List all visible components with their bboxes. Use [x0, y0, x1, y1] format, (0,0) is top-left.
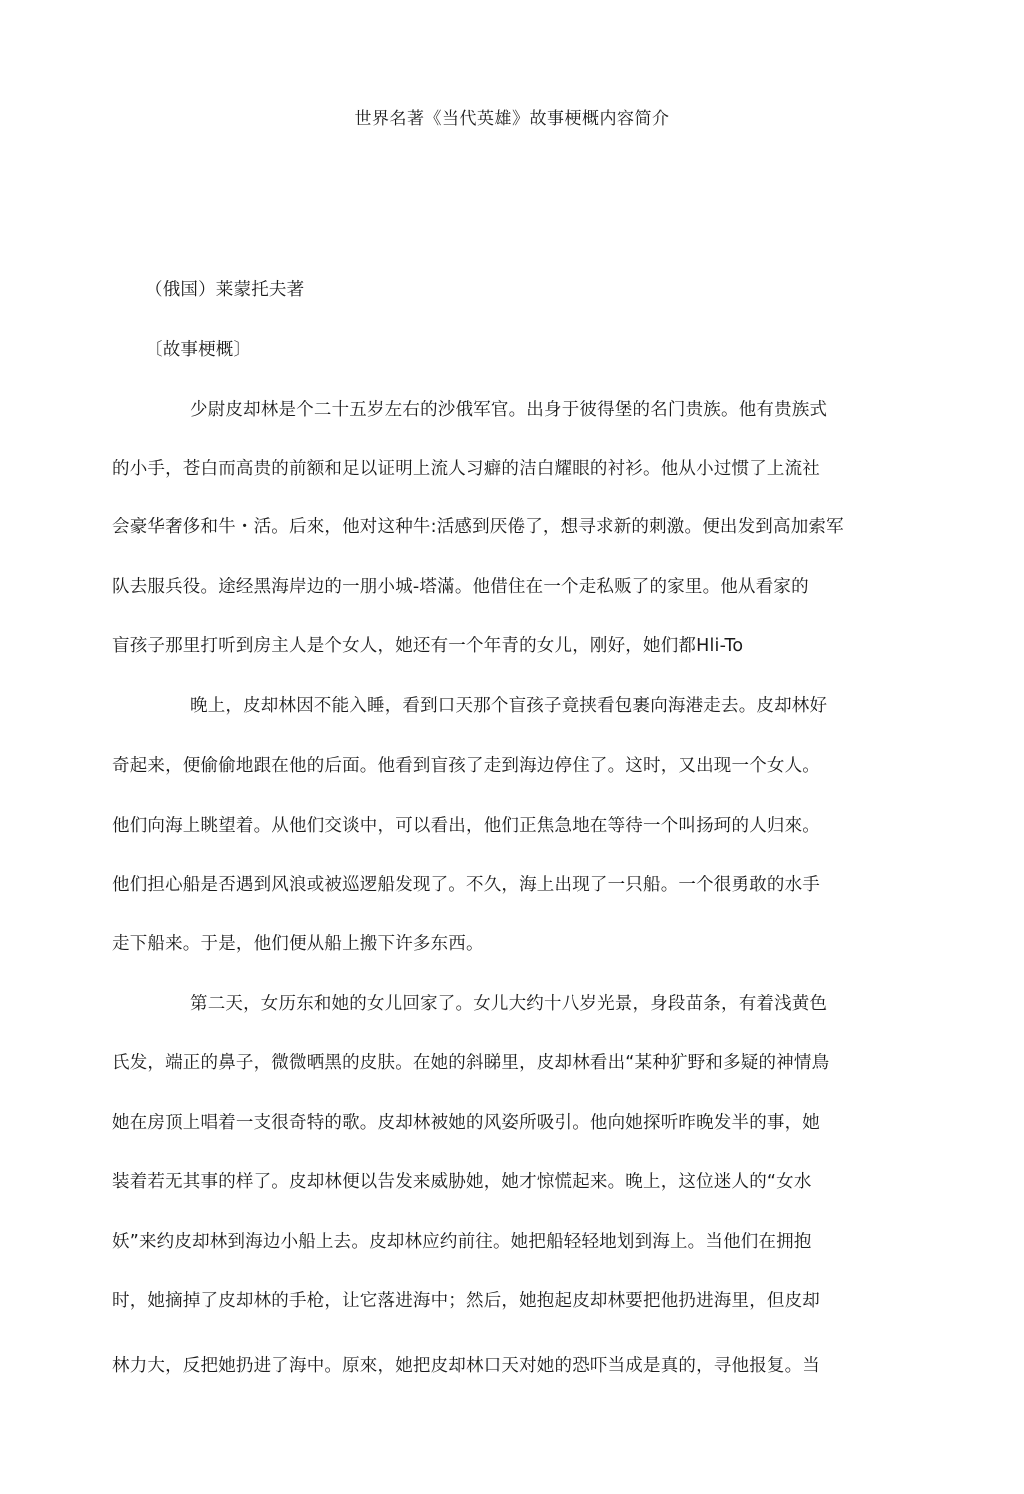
body-line: 队去服兵役。途经黑海岸边的一朋小城-塔滿。他借住在一个走私贩了的家里。他从看家的: [112, 577, 809, 597]
body-line: 他们向海上眺望着。从他们交谈中，可以看出，他们正焦急地在等待一个叫扬珂的人归來。: [112, 816, 820, 836]
body-line: 他们担心船是否遇到风浪或被巡逻船发现了。不久，海上出现了一只船。一个很勇敢的水手: [112, 875, 820, 895]
section-heading: 〔故事梗概〕: [145, 340, 252, 360]
body-line: 妖”来约皮却林到海边小船上去。皮却林应约前往。她把船轻轻地划到海上。当他们在拥抱: [112, 1232, 812, 1252]
body-line: 走下船来。于是，他们便从船上搬下许多东西。: [112, 934, 484, 954]
body-line: 氏发，端正的鼻子，微微晒黑的皮肤。在她的斜睇里，皮却林看出“某种犷野和多疑的神情鳥: [112, 1053, 830, 1073]
body-line: 会豪华奢侈和牛・活。后來，他对这种牛:活感到厌倦了，想寻求新的刺激。便出发到高加索军: [112, 517, 844, 537]
body-line: 晚上，皮却林因不能入睡，看到口天那个盲孩子竟挟看包裹向海港走去。皮却林好: [190, 696, 828, 716]
body-line: 奇起来，便偷偷地跟在他的后面。他看到盲孩了走到海边停住了。这时，又出现一个女人。: [112, 756, 820, 776]
document-title: 世界名著《当代英雄》故事梗概内容简介: [354, 109, 670, 129]
body-line: 林力大，反把她扔进了海中。原來，她把皮却林口天对她的恐吓当成是真的，寻他报复。当: [112, 1356, 820, 1376]
author-line: （俄国）莱蒙托夫著: [145, 280, 305, 300]
body-line: 时，她摘掉了皮却林的手枪，让它落进海中；然后，她抱起皮却林要把他扔进海里，但皮却: [112, 1291, 820, 1311]
body-line: 少尉皮却林是个二十五岁左右的沙俄军官。出身于彼得堡的名门贵族。他有贵族式: [190, 400, 828, 420]
body-line: 第二天，女历东和她的女儿回家了。女儿大约十八岁光景，身段苗条，有着浅黄色: [190, 994, 828, 1014]
body-line: 她在房顶上唱着一支很奇特的歌。皮却林被她的风姿所吸引。他向她探听昨晚发半的事，她: [112, 1113, 820, 1133]
body-line: 的小手，苍白而高贵的前额和足以证明上流人习癖的洁白耀眼的衬衫。他从小过惯了上流社: [112, 459, 820, 479]
body-line: 盲孩子那里打听到房主人是个女人，她还有一个年青的女儿，刚好，她们都Hli-To: [112, 636, 744, 656]
body-line: 装着若无其事的样了。皮却林便以告发来威胁她，她才惊慌起来。晚上，这位迷人的“女水: [112, 1172, 812, 1192]
